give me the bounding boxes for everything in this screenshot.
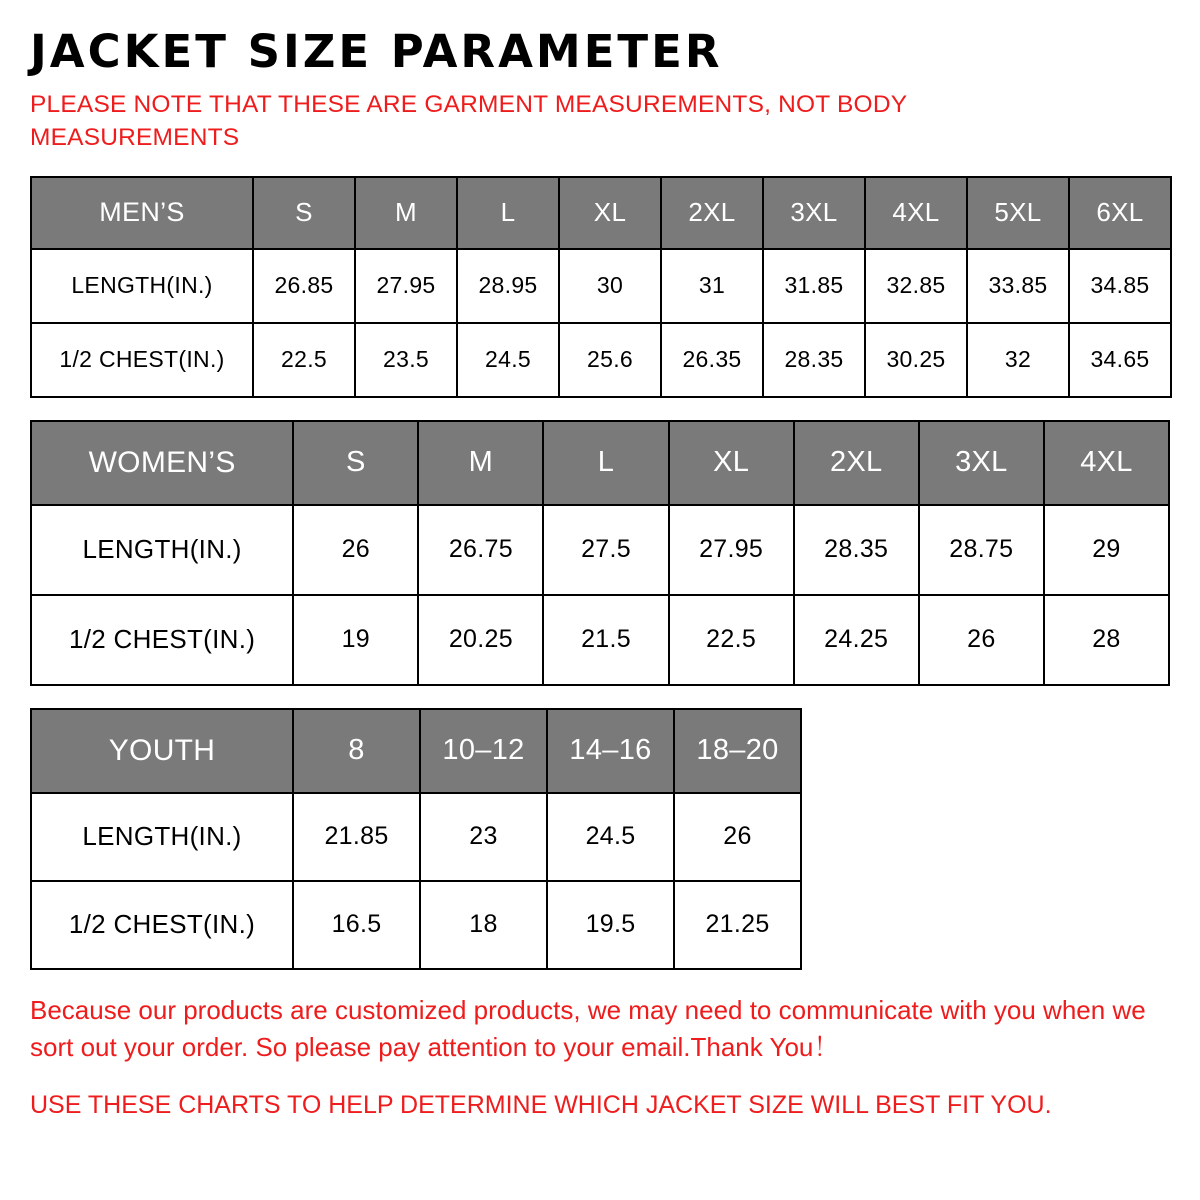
measurement-cell: 30: [559, 249, 661, 323]
measurement-cell: 28.95: [457, 249, 559, 323]
measurement-cell: 16.5: [293, 881, 420, 969]
table-row: [31, 793, 801, 881]
measurement-cell: 21.85: [293, 793, 420, 881]
table-header-row: [31, 177, 1171, 249]
measurement-cell: 26.85: [253, 249, 355, 323]
chart-usage-note: USE THESE CHARTS TO HELP DETERMINE WHICH JACKET SIZE WILL BEST FIT YOU.: [30, 1090, 1052, 1119]
table-corner-label: WOMEN’S: [31, 421, 293, 505]
mens-size-table: [30, 176, 1172, 398]
youth-size-table: [30, 708, 802, 970]
row-label: 1/2 CHEST(IN.): [31, 323, 253, 397]
measurement-cell: 26.35: [661, 323, 763, 397]
measurement-cell: 28: [1044, 595, 1169, 685]
measurement-cell: 24.5: [547, 793, 674, 881]
measurement-cell: 34.65: [1069, 323, 1171, 397]
customization-note: Because our products are customized products, we may need to communicate with you when we sort out your order. So please pay attention to your email.Thank You！: [30, 994, 1146, 1062]
size-header-cell: 14–16: [547, 709, 674, 793]
measurement-cell: 21.5: [543, 595, 668, 685]
measurement-cell: 29: [1044, 505, 1169, 595]
table-row: [31, 881, 801, 969]
size-header-cell: M: [418, 421, 543, 505]
size-header-cell: 2XL: [794, 421, 919, 505]
table-corner-label: MEN’S: [31, 177, 253, 249]
measurement-cell: 26: [293, 505, 418, 595]
size-header-cell: XL: [559, 177, 661, 249]
size-header-cell: 10–12: [420, 709, 547, 793]
measurement-cell: 26: [919, 595, 1044, 685]
measurement-cell: 26: [674, 793, 801, 881]
row-label: LENGTH(IN.): [31, 505, 293, 595]
measurement-cell: 19: [293, 595, 418, 685]
measurement-cell: 24.5: [457, 323, 559, 397]
size-header-cell: S: [253, 177, 355, 249]
measurement-cell: 21.25: [674, 881, 801, 969]
measurement-cell: 22.5: [669, 595, 794, 685]
measurement-cell: 27.5: [543, 505, 668, 595]
table-header-row: [31, 421, 1169, 505]
measurement-cell: 28.75: [919, 505, 1044, 595]
size-header-cell: 4XL: [1044, 421, 1169, 505]
measurement-cell: 28.35: [794, 505, 919, 595]
measurement-cell: 22.5: [253, 323, 355, 397]
measurement-cell: 32: [967, 323, 1069, 397]
measurement-cell: 33.85: [967, 249, 1069, 323]
measurement-cell: 31: [661, 249, 763, 323]
measurement-cell: 27.95: [669, 505, 794, 595]
measurement-cell: 32.85: [865, 249, 967, 323]
measurement-cell: 28.35: [763, 323, 865, 397]
size-header-cell: S: [293, 421, 418, 505]
table-corner-label: YOUTH: [31, 709, 293, 793]
size-header-cell: 5XL: [967, 177, 1069, 249]
size-header-cell: L: [543, 421, 668, 505]
measurement-cell: 34.85: [1069, 249, 1171, 323]
measurement-cell: 25.6: [559, 323, 661, 397]
row-label: LENGTH(IN.): [31, 793, 293, 881]
measurement-cell: 20.25: [418, 595, 543, 685]
size-header-cell: L: [457, 177, 559, 249]
size-header-cell: 6XL: [1069, 177, 1171, 249]
table-row: [31, 505, 1169, 595]
measurement-cell: 23: [420, 793, 547, 881]
measurement-cell: 23.5: [355, 323, 457, 397]
measurement-cell: 27.95: [355, 249, 457, 323]
measurement-cell: 30.25: [865, 323, 967, 397]
table-header-row: [31, 709, 801, 793]
size-header-cell: M: [355, 177, 457, 249]
row-label: 1/2 CHEST(IN.): [31, 595, 293, 685]
measurement-cell: 31.85: [763, 249, 865, 323]
size-header-cell: 2XL: [661, 177, 763, 249]
measurement-cell: 18: [420, 881, 547, 969]
womens-size-table: [30, 420, 1170, 686]
size-header-cell: 3XL: [763, 177, 865, 249]
table-row: [31, 323, 1171, 397]
page-title: JACKET SIZE PARAMETER: [30, 25, 723, 78]
table-row: [31, 595, 1169, 685]
size-header-cell: 3XL: [919, 421, 1044, 505]
measurement-cell: 24.25: [794, 595, 919, 685]
size-header-cell: XL: [669, 421, 794, 505]
measurement-note: PLEASE NOTE THAT THESE ARE GARMENT MEASUREMENTS, NOT BODY MEASUREMENTS: [30, 91, 907, 151]
size-header-cell: 8: [293, 709, 420, 793]
size-header-cell: 18–20: [674, 709, 801, 793]
row-label: 1/2 CHEST(IN.): [31, 881, 293, 969]
size-header-cell: 4XL: [865, 177, 967, 249]
measurement-cell: 26.75: [418, 505, 543, 595]
measurement-cell: 19.5: [547, 881, 674, 969]
row-label: LENGTH(IN.): [31, 249, 253, 323]
table-row: [31, 249, 1171, 323]
